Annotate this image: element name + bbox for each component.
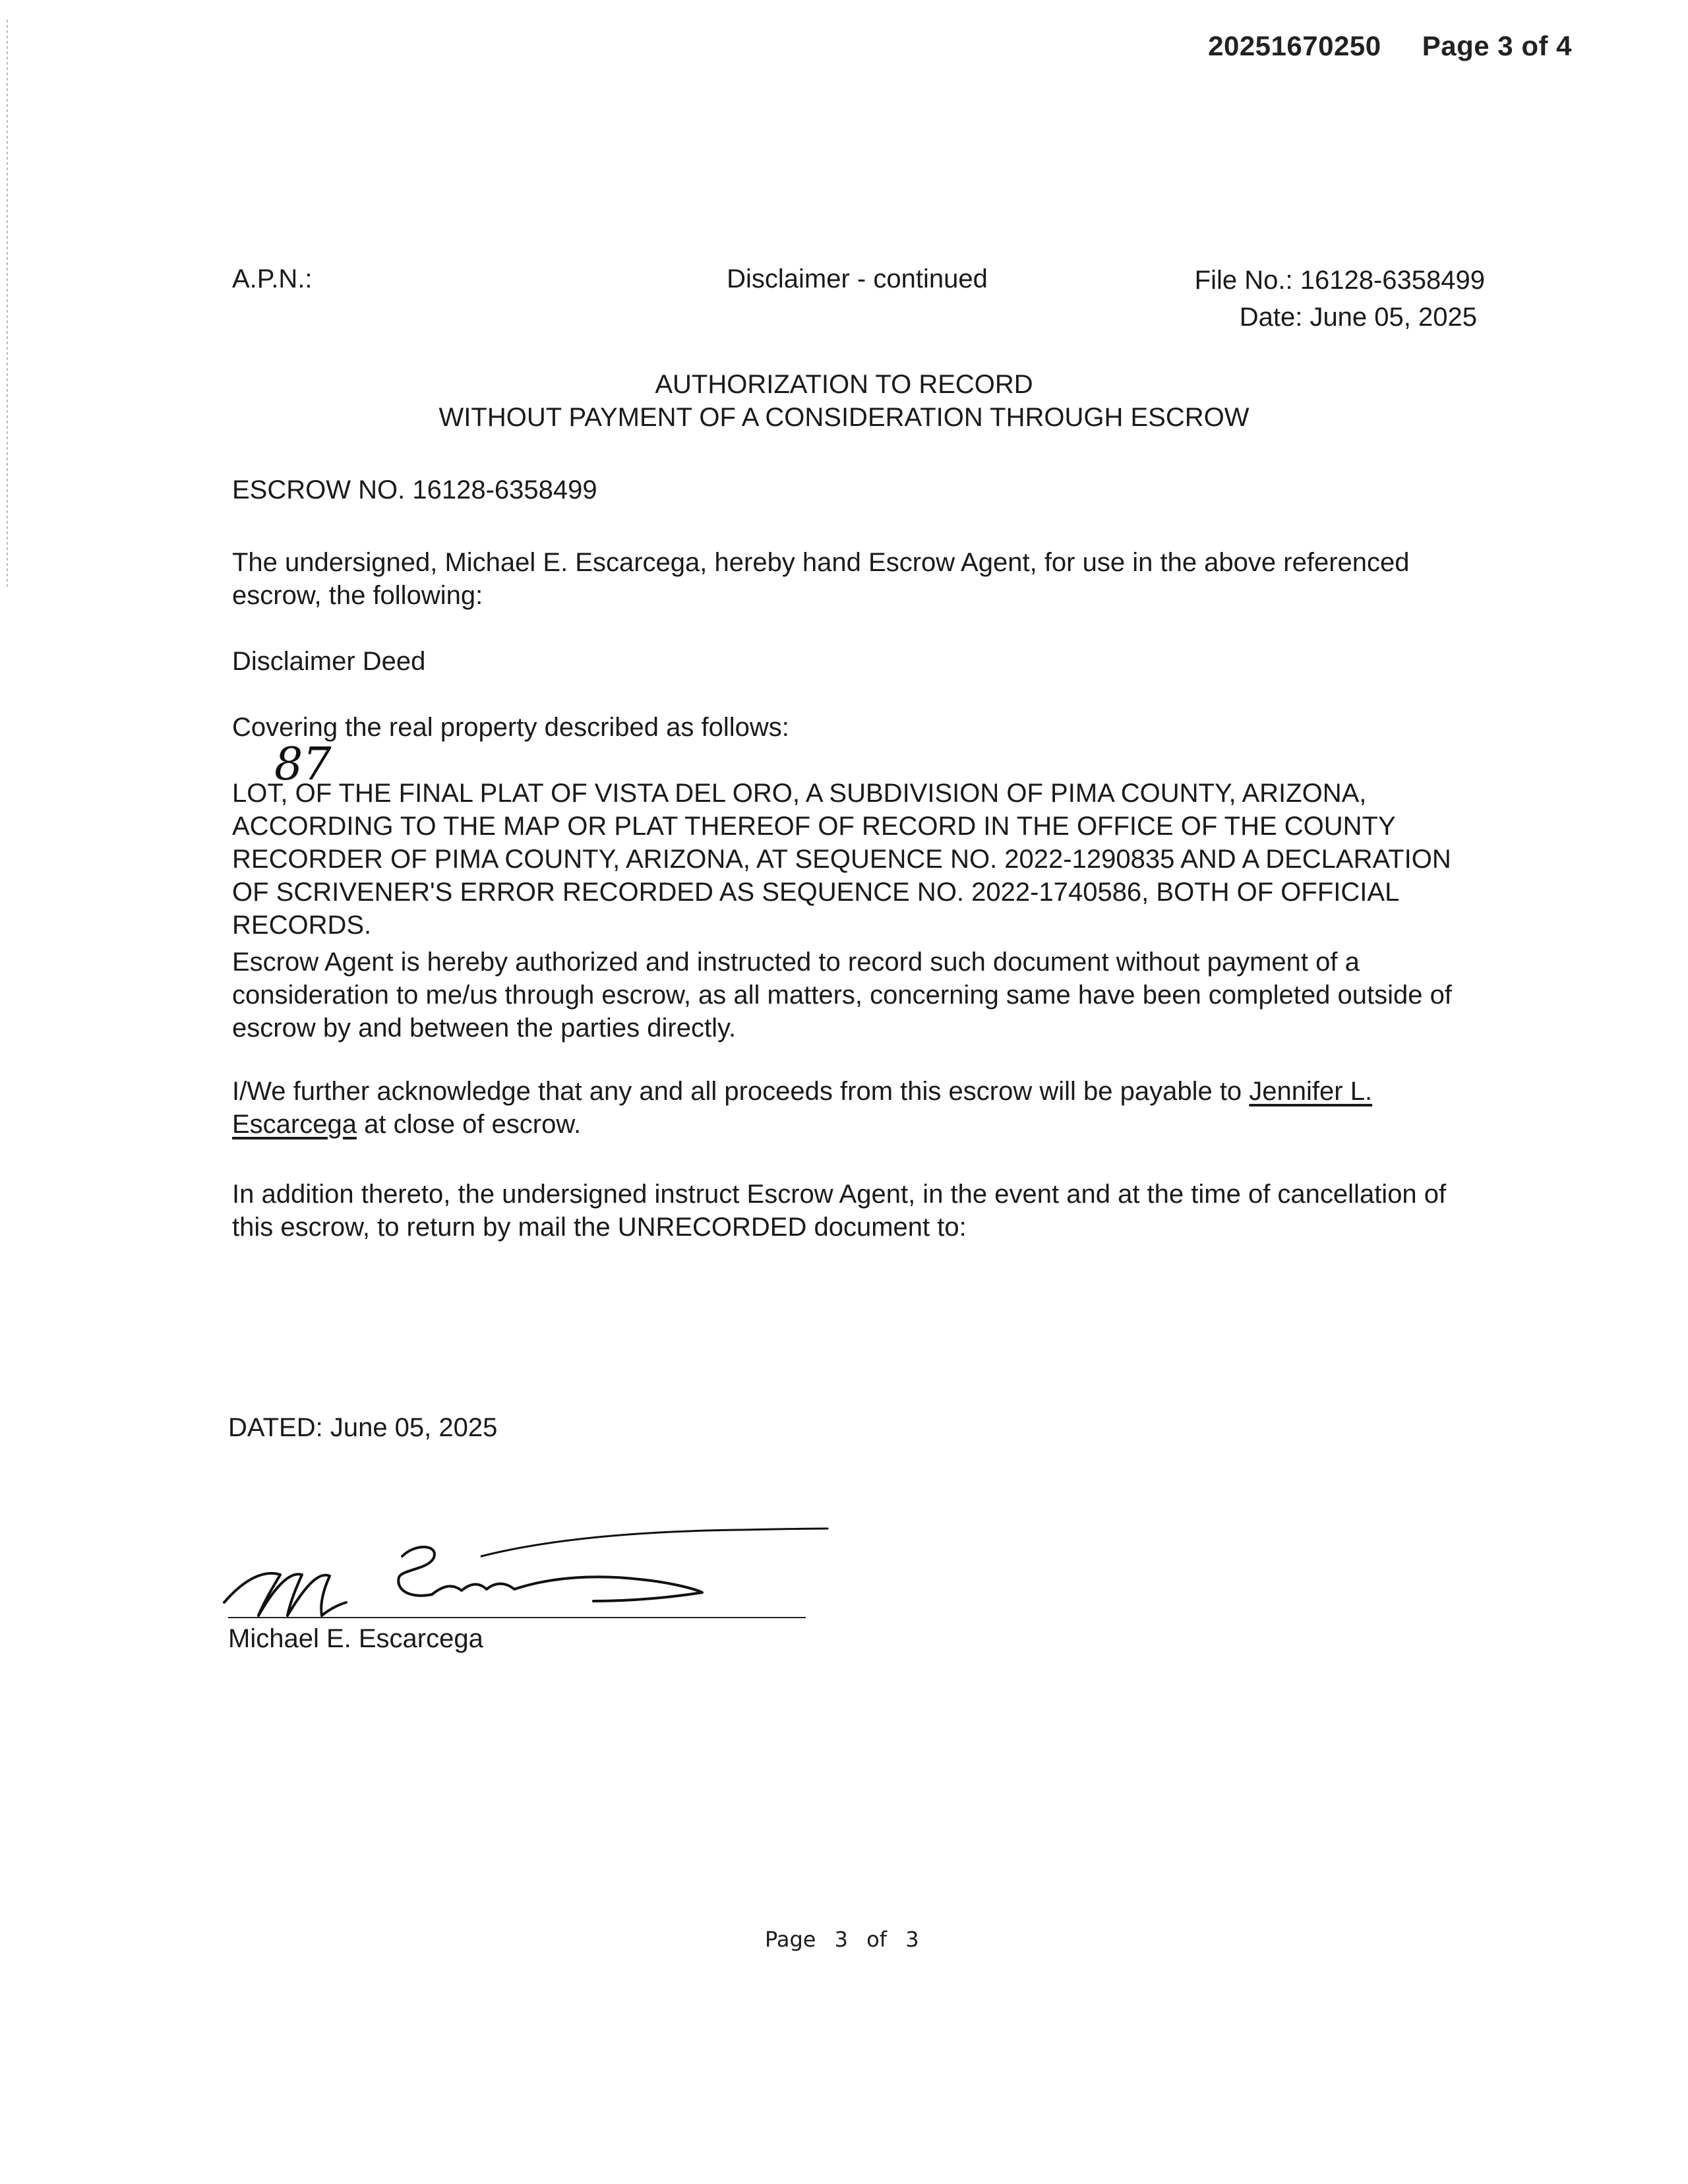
footer-page-word: Page <box>765 1927 816 1952</box>
date-value: June 05, 2025 <box>1310 303 1477 332</box>
document-type: Disclaimer Deed <box>232 647 426 676</box>
header-date-line <box>1121 301 1477 334</box>
cancellation-paragraph: In addition thereto, the undersigned instruct Escrow Agent, in the event and at the time of cancellation of this escrow, to return by mail the UNRECORDED document to: <box>232 1180 1447 1242</box>
authorization-paragraph: Escrow Agent is hereby authorized and instructed to record such document without payment of a consideration to me/us through escrow, as all matters, concerning same have been completed outside of escrow by and between the parties directly. <box>232 948 1452 1043</box>
document-title-line-2: WITHOUT PAYMENT OF A CONSIDERATION THROUGH ESCROW <box>438 403 1250 432</box>
covering-paragraph: Covering the real property described as follows: <box>232 713 789 742</box>
footer-page-number: 3 <box>834 1927 848 1952</box>
undersigned-paragraph: The undersigned, Michael E. Escarcega, hereby hand Escrow Agent, for use in the above referenced escrow, the following: <box>232 548 1410 610</box>
escrow-number: ESCROW NO. 16128-6358499 <box>232 475 597 504</box>
document-title-line-1: AUTHORIZATION TO RECORD <box>655 370 1033 399</box>
scan-edge-marks <box>7 20 8 587</box>
recording-number: 20251670250 <box>1208 30 1381 61</box>
acknowledge-suffix: at close of escrow. <box>356 1110 582 1139</box>
legal-description: LOT, OF THE FINAL PLAT OF VISTA DEL ORO, A SUBDIVISION OF PIMA COUNTY, ARIZONA, ACCORDING TO THE MAP OR PLAT THEREOF OF RECORD IN THE OFFICE OF THE COUNTY RECORDER OF PIMA COUNTY, ARIZONA, AT SEQUENCE NO. 2022-1290835 AND A DECLARATION OF SCRIVENER'S ERROR RECORDED AS SEQUENCE NO. 2022-1740586, BOTH OF OFFICIAL RECORDS. <box>232 779 1451 940</box>
apn-label: A.P.N.: <box>232 264 313 293</box>
handwritten-lot-number: 87 <box>274 739 332 791</box>
file-number-line <box>1121 264 1485 297</box>
date-label: Date: <box>1239 303 1303 332</box>
acknowledge-prefix: I/We further acknowledge that any and all proceeds from this escrow will be payable to <box>232 1077 1250 1106</box>
file-no-label: File No.: <box>1194 266 1293 295</box>
footer-page-total: 3 <box>905 1927 919 1952</box>
recording-header <box>1208 30 1572 62</box>
file-no-value: 16128-6358499 <box>1300 266 1485 295</box>
signature-line <box>228 1617 806 1618</box>
header-center-title: Disclaimer - continued <box>727 264 988 293</box>
dated-line: DATED: June 05, 2025 <box>228 1413 498 1442</box>
acknowledge-paragraph <box>232 1075 1478 1141</box>
page-footer <box>765 1927 919 1952</box>
footer-of-word: of <box>866 1927 888 1952</box>
payee-name: Jennifer L. Escarcega <box>232 1077 1373 1139</box>
signature-image <box>211 1517 831 1629</box>
signer-name: Michael E. Escarcega <box>228 1624 483 1653</box>
recording-page-label: Page 3 of 4 <box>1422 30 1572 61</box>
